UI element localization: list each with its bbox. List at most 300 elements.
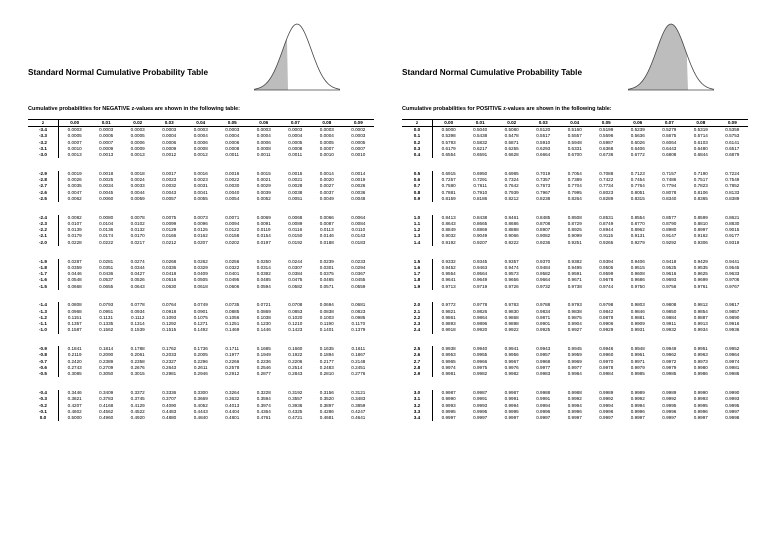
probability-cell: 0.8577 xyxy=(662,214,677,220)
offset-column-header: 0.06 xyxy=(633,120,643,125)
probability-cell: 0.3859 xyxy=(351,402,366,408)
probability-cell: 0.0003 xyxy=(351,133,366,139)
probability-cell: 0.8133 xyxy=(725,189,740,195)
z-value-cell: -3.0 xyxy=(28,152,59,158)
probability-cell: 0.0643 xyxy=(130,283,145,289)
probability-cell: 0.0012 xyxy=(162,152,177,157)
probability-cell: 0.7611 xyxy=(473,183,488,189)
probability-cell: 0.0281 xyxy=(99,258,114,264)
z-column-header: z xyxy=(28,120,59,126)
probability-cell: 0.5948 xyxy=(567,139,582,145)
probability-cell: 0.8186 xyxy=(473,195,488,201)
probability-cell: 0.2981 xyxy=(162,371,177,377)
z-value-cell: -1.8 xyxy=(28,265,59,271)
z-value-cell: -2.3 xyxy=(28,221,59,227)
probability-cell: 0.1112 xyxy=(131,314,145,320)
probability-cell: 0.0054 xyxy=(225,195,240,201)
probability-cell: 0.0025 xyxy=(99,177,114,183)
probability-cell: 0.3557 xyxy=(288,396,303,402)
probability-cell: 0.0384 xyxy=(288,271,303,277)
probability-cell: 0.2206 xyxy=(288,358,303,364)
probability-cell: 0.4801 xyxy=(225,415,240,421)
probability-cell: 0.0027 xyxy=(319,183,334,189)
probability-cell: 0.9988 xyxy=(567,390,582,396)
probability-cell: 0.0096 xyxy=(193,220,208,226)
probability-cell: 0.1056 xyxy=(225,314,240,320)
probability-cell: 0.1230 xyxy=(256,321,271,327)
probability-cell: 0.0158 xyxy=(225,233,240,239)
probability-cell: 0.8869 xyxy=(473,227,488,233)
probability-cell: 0.8888 xyxy=(504,227,519,233)
probability-cell: 0.4052 xyxy=(193,402,208,408)
probability-cell: 0.0002 xyxy=(351,127,366,132)
probability-cell: 0.9991 xyxy=(473,396,488,402)
probability-cell: 0.9147 xyxy=(662,233,677,239)
probability-cell: 0.0013 xyxy=(99,152,114,157)
probability-cell: 0.0007 xyxy=(67,139,82,145)
probability-cell: 0.2148 xyxy=(351,358,366,364)
probability-cell: 0.0016 xyxy=(193,170,208,176)
probability-cell: 0.7995 xyxy=(567,189,582,195)
probability-cell: 0.0146 xyxy=(319,233,334,239)
probability-cell: 0.9949 xyxy=(662,346,677,352)
probability-cell: 0.8729 xyxy=(567,220,582,226)
probability-cell: 0.4840 xyxy=(193,415,208,421)
z-value-cell: 0.4 xyxy=(402,152,433,158)
probability-cell: 0.0228 xyxy=(67,239,82,245)
probability-cell: 0.0301 xyxy=(319,264,334,270)
probability-cell: 0.9978 xyxy=(599,364,614,370)
probability-cell: 0.3783 xyxy=(99,396,114,402)
probability-cell: 0.4960 xyxy=(99,415,114,421)
table-header-row xyxy=(28,119,374,127)
probability-cell: 0.0307 xyxy=(288,264,303,270)
probability-cell: 0.0183 xyxy=(351,239,366,245)
probability-cell: 0.0084 xyxy=(351,220,366,226)
probability-cell: 0.9989 xyxy=(662,390,677,396)
probability-cell: 0.9429 xyxy=(693,258,708,264)
probability-cell: 0.0021 xyxy=(288,177,303,183)
probability-cell: 0.9996 xyxy=(630,408,645,414)
probability-cell: 0.9995 xyxy=(662,402,677,408)
probability-cell: 0.9996 xyxy=(599,408,614,414)
probability-cell: 0.9909 xyxy=(630,321,645,327)
probability-cell: 0.7881 xyxy=(441,189,456,195)
probability-cell: 0.9918 xyxy=(441,327,456,333)
offset-column-header: 0.00 xyxy=(70,120,80,125)
probability-cell: 0.6664 xyxy=(536,152,551,157)
probability-cell: 0.9997 xyxy=(473,415,488,421)
probability-cell: 0.7967 xyxy=(536,189,551,195)
probability-cell: 0.0375 xyxy=(319,271,334,277)
probability-cell: 0.9525 xyxy=(662,264,677,270)
probability-cell: 0.9505 xyxy=(599,264,614,270)
row-group-gap xyxy=(402,202,748,215)
z-value-cell: -1.7 xyxy=(28,271,59,277)
probability-cell: 0.5675 xyxy=(662,133,677,139)
z-value-cell: -1.4 xyxy=(28,302,59,308)
probability-cell: 0.9964 xyxy=(725,352,740,358)
probability-cell: 0.0655 xyxy=(99,283,114,289)
probability-cell: 0.7486 xyxy=(662,177,677,183)
probability-cell: 0.0110 xyxy=(351,227,366,233)
probability-cell: 0.9463 xyxy=(473,264,488,270)
z-value-cell: 0.1 xyxy=(402,133,433,139)
probability-cell: 0.6915 xyxy=(441,170,456,176)
z-value-cell: -1.5 xyxy=(28,284,59,290)
probability-cell: 0.0294 xyxy=(351,264,366,270)
probability-cell: 0.4404 xyxy=(225,408,240,414)
probability-cell: 0.9726 xyxy=(504,283,519,289)
probability-cell: 0.0207 xyxy=(193,239,208,245)
probability-cell: 0.0011 xyxy=(256,152,271,157)
probability-cell: 0.9992 xyxy=(662,396,677,402)
probability-cell: 0.5160 xyxy=(567,127,582,132)
z-value-cell: 2.2 xyxy=(402,315,433,321)
probability-cell: 0.1736 xyxy=(193,346,208,352)
probability-cell: 0.9983 xyxy=(536,371,551,377)
row-group-gap xyxy=(402,290,748,303)
probability-cell: 0.9973 xyxy=(693,358,708,364)
probability-cell: 0.9968 xyxy=(536,358,551,364)
probability-cell: 0.0066 xyxy=(319,214,334,220)
probability-cell: 0.9906 xyxy=(599,321,614,327)
probability-cell: 0.0010 xyxy=(351,152,366,157)
z-value-cell: -2.4 xyxy=(28,215,59,221)
z-value-cell: -0.5 xyxy=(28,371,59,377)
probability-cell: 0.9656 xyxy=(504,277,519,283)
probability-cell: 0.9989 xyxy=(599,390,614,396)
probability-cell: 0.0024 xyxy=(130,177,145,183)
probability-cell: 0.5438 xyxy=(473,133,488,139)
probability-cell: 0.0012 xyxy=(193,152,208,157)
probability-cell: 0.0129 xyxy=(162,227,177,233)
probability-cell: 0.0606 xyxy=(225,283,240,289)
probability-cell: 0.7794 xyxy=(662,183,677,189)
probability-cell: 0.3264 xyxy=(225,390,240,396)
probability-cell: 0.5199 xyxy=(599,127,614,132)
probability-cell: 0.1131 xyxy=(99,314,114,320)
probability-cell: 0.9994 xyxy=(630,402,645,408)
probability-cell: 0.7291 xyxy=(473,177,488,183)
probability-cell: 0.9545 xyxy=(725,264,740,270)
probability-cell: 0.0003 xyxy=(130,127,145,132)
probability-cell: 0.0808 xyxy=(67,302,82,308)
probability-cell: 0.2005 xyxy=(193,352,208,358)
probability-cell: 0.0934 xyxy=(130,308,145,314)
probability-cell: 0.7123 xyxy=(630,170,645,176)
probability-cell: 0.9925 xyxy=(536,327,551,333)
probability-cell: 0.0559 xyxy=(351,283,366,289)
probability-cell: 0.9279 xyxy=(630,239,645,245)
probability-cell: 0.0014 xyxy=(319,170,334,176)
probability-cell: 0.0582 xyxy=(288,283,303,289)
probability-cell: 0.0060 xyxy=(99,195,114,201)
row-group-gap xyxy=(402,334,748,347)
probability-cell: 0.9986 xyxy=(693,371,708,377)
negative-table-subtitle: Cumulative probabilities for NEGATIVE z-values are shown in the following table: xyxy=(28,106,240,112)
probability-cell: 0.0005 xyxy=(319,139,334,145)
probability-cell: 0.1660 xyxy=(288,346,303,352)
probability-cell: 0.0594 xyxy=(256,283,271,289)
probability-cell: 0.9953 xyxy=(441,352,456,358)
probability-cell: 0.0166 xyxy=(162,233,177,239)
z-value-cell: 0.3 xyxy=(402,146,433,152)
z-value-cell: 1.0 xyxy=(402,215,433,221)
probability-cell: 0.5753 xyxy=(725,133,740,139)
probability-cell: 0.9750 xyxy=(630,283,645,289)
z-value-cell: 3.2 xyxy=(402,403,433,409)
z-value-cell: 1.8 xyxy=(402,277,433,283)
probability-cell: 0.0014 xyxy=(351,170,366,176)
probability-cell: 0.5000 xyxy=(67,415,82,421)
probability-cell: 0.0465 xyxy=(319,277,334,283)
probability-cell: 0.0778 xyxy=(130,302,145,308)
probability-cell: 0.0022 xyxy=(225,177,240,183)
probability-cell: 0.9744 xyxy=(599,283,614,289)
z-value-cell: 2.3 xyxy=(402,321,433,327)
probability-cell: 0.2296 xyxy=(193,358,208,364)
probability-cell: 0.9972 xyxy=(662,358,677,364)
probability-cell: 0.9850 xyxy=(662,308,677,314)
probability-cell: 0.0013 xyxy=(130,152,145,157)
probability-cell: 0.0192 xyxy=(288,239,303,245)
probability-cell: 0.8289 xyxy=(599,195,614,201)
probability-cell: 0.9633 xyxy=(725,271,740,277)
probability-cell: 0.4286 xyxy=(319,408,334,414)
table-row xyxy=(402,240,748,246)
z-value-cell: -2.0 xyxy=(28,240,59,246)
z-value-cell: 3.1 xyxy=(402,396,433,402)
probability-cell: 0.4522 xyxy=(130,408,145,414)
probability-cell: 0.9992 xyxy=(630,396,645,402)
probability-cell: 0.7324 xyxy=(504,177,519,183)
probability-cell: 0.3228 xyxy=(256,390,271,396)
probability-cell: 0.0013 xyxy=(67,152,82,157)
probability-cell: 0.0174 xyxy=(99,233,114,239)
probability-cell: 0.6368 xyxy=(599,145,614,151)
probability-cell: 0.9971 xyxy=(630,358,645,364)
probability-cell: 0.0495 xyxy=(225,277,240,283)
probability-cell: 0.4207 xyxy=(67,402,82,408)
probability-cell: 0.4721 xyxy=(288,415,303,421)
probability-cell: 0.5517 xyxy=(536,133,551,139)
probability-cell: 0.8997 xyxy=(693,227,708,233)
probability-cell: 0.0694 xyxy=(319,302,334,308)
probability-cell: 0.9573 xyxy=(504,271,519,277)
probability-cell: 0.9987 xyxy=(473,390,488,396)
probability-cell: 0.9984 xyxy=(567,371,582,377)
probability-cell: 0.0336 xyxy=(162,264,177,270)
negative-z-table xyxy=(28,119,374,421)
probability-cell: 0.1020 xyxy=(288,314,303,320)
probability-cell: 0.0059 xyxy=(130,195,145,201)
probability-cell: 0.6736 xyxy=(599,152,614,157)
probability-cell: 0.2776 xyxy=(351,371,366,377)
probability-cell: 0.9977 xyxy=(536,364,551,370)
probability-cell: 0.1335 xyxy=(99,321,114,327)
probability-cell: 0.9591 xyxy=(567,271,582,277)
probability-cell: 0.5040 xyxy=(473,127,488,132)
probability-cell: 0.2090 xyxy=(99,352,114,358)
probability-cell: 0.9812 xyxy=(693,302,708,308)
probability-cell: 0.0107 xyxy=(67,220,82,226)
probability-cell: 0.0793 xyxy=(99,302,114,308)
probability-cell: 0.0853 xyxy=(288,308,303,314)
probability-cell: 0.4443 xyxy=(193,408,208,414)
probability-cell: 0.8159 xyxy=(441,195,456,201)
probability-cell: 0.2611 xyxy=(193,364,208,370)
z-value-cell: -2.9 xyxy=(28,171,59,177)
probability-cell: 0.8665 xyxy=(473,220,488,226)
probability-cell: 0.9988 xyxy=(536,390,551,396)
probability-cell: 0.0003 xyxy=(225,127,240,132)
probability-cell: 0.0314 xyxy=(256,264,271,270)
probability-cell: 0.9319 xyxy=(725,239,740,245)
probability-cell: 0.2358 xyxy=(130,358,145,364)
probability-cell: 0.6217 xyxy=(473,145,488,151)
probability-cell: 0.9732 xyxy=(536,283,551,289)
probability-cell: 0.9997 xyxy=(599,415,614,421)
probability-cell: 0.0004 xyxy=(193,133,208,139)
probability-cell: 0.0064 xyxy=(351,214,366,220)
probability-cell: 0.4681 xyxy=(319,415,334,421)
probability-cell: 0.0010 xyxy=(319,152,334,157)
probability-cell: 0.0018 xyxy=(99,170,114,176)
probability-cell: 0.1788 xyxy=(130,346,145,352)
probability-cell: 0.2877 xyxy=(256,371,271,377)
probability-cell: 0.9995 xyxy=(693,402,708,408)
probability-cell: 0.0019 xyxy=(351,177,366,183)
probability-cell: 0.0823 xyxy=(351,308,366,314)
probability-cell: 0.9995 xyxy=(725,402,740,408)
probability-cell: 0.0034 xyxy=(99,183,114,189)
probability-cell: 0.9945 xyxy=(567,346,582,352)
z-value-cell: -0.7 xyxy=(28,359,59,365)
probability-cell: 0.0162 xyxy=(193,233,208,239)
probability-cell: 0.9965 xyxy=(441,358,456,364)
table-header-row xyxy=(402,119,748,127)
probability-cell: 0.5871 xyxy=(504,139,519,145)
probability-cell: 0.6255 xyxy=(504,145,519,151)
probability-cell: 0.9960 xyxy=(599,352,614,358)
probability-cell: 0.0681 xyxy=(351,302,366,308)
probability-cell: 0.9996 xyxy=(662,408,677,414)
probability-cell: 0.2119 xyxy=(67,352,82,358)
probability-cell: 0.9959 xyxy=(567,352,582,358)
probability-cell: 0.1190 xyxy=(319,321,334,327)
z-value-cell: -3.3 xyxy=(28,133,59,139)
probability-cell: 0.9913 xyxy=(693,321,708,327)
offset-column-header: 0.07 xyxy=(664,120,674,125)
probability-cell: 0.9015 xyxy=(725,227,740,233)
probability-cell: 0.0003 xyxy=(162,127,177,132)
probability-cell: 0.1075 xyxy=(193,314,208,320)
probability-cell: 0.8238 xyxy=(536,195,551,201)
probability-cell: 0.9927 xyxy=(567,327,582,333)
probability-cell: 0.9987 xyxy=(504,390,519,396)
probability-cell: 0.0043 xyxy=(162,189,177,195)
probability-cell: 0.0708 xyxy=(288,302,303,308)
probability-cell: 0.0250 xyxy=(256,258,271,264)
table-row xyxy=(402,371,748,377)
probability-cell: 0.3015 xyxy=(130,371,145,377)
probability-cell: 0.0212 xyxy=(162,239,177,245)
probability-cell: 0.0721 xyxy=(256,302,271,308)
probability-cell: 0.9846 xyxy=(630,308,645,314)
probability-cell: 0.2810 xyxy=(319,371,334,377)
probability-cell: 0.9884 xyxy=(662,314,677,320)
probability-cell: 0.9904 xyxy=(567,321,582,327)
table-row xyxy=(28,152,374,158)
probability-cell: 0.0057 xyxy=(162,195,177,201)
z-value-cell: -3.2 xyxy=(28,140,59,146)
probability-cell: 0.0125 xyxy=(193,227,208,233)
probability-cell: 0.0004 xyxy=(225,133,240,139)
probability-cell: 0.0548 xyxy=(67,277,82,283)
z-value-cell: -0.4 xyxy=(28,390,59,396)
probability-cell: 0.9830 xyxy=(504,308,519,314)
probability-cell: 0.4013 xyxy=(225,402,240,408)
probability-cell: 0.0104 xyxy=(99,220,114,226)
probability-cell: 0.0017 xyxy=(162,170,177,176)
probability-cell: 0.9957 xyxy=(536,352,551,358)
probability-cell: 0.8365 xyxy=(693,195,708,201)
probability-cell: 0.0006 xyxy=(193,139,208,145)
probability-cell: 0.0052 xyxy=(256,195,271,201)
offset-column-header: 0.02 xyxy=(133,120,143,125)
probability-cell: 0.0119 xyxy=(256,227,271,233)
probability-cell: 0.0122 xyxy=(225,227,240,233)
probability-cell: 0.1469 xyxy=(225,327,240,333)
probability-cell: 0.0011 xyxy=(225,152,240,157)
probability-cell: 0.0049 xyxy=(319,195,334,201)
probability-cell: 0.8554 xyxy=(630,214,645,220)
probability-cell: 0.0968 xyxy=(67,308,82,314)
probability-cell: 0.9969 xyxy=(567,358,582,364)
probability-cell: 0.0008 xyxy=(193,145,208,151)
probability-cell: 0.0233 xyxy=(351,258,366,264)
probability-cell: 0.9370 xyxy=(536,258,551,264)
z-value-cell: -2.6 xyxy=(28,190,59,196)
probability-cell: 0.2033 xyxy=(162,352,177,358)
probability-cell: 0.7054 xyxy=(567,170,582,176)
probability-cell: 0.9962 xyxy=(662,352,677,358)
probability-cell: 0.0329 xyxy=(193,264,208,270)
row-group-gap xyxy=(28,290,374,303)
table-row xyxy=(28,196,374,202)
probability-cell: 0.5832 xyxy=(473,139,488,145)
probability-cell: 0.0951 xyxy=(99,308,114,314)
z-value-cell: 3.3 xyxy=(402,409,433,415)
probability-cell: 0.9131 xyxy=(630,233,645,239)
probability-cell: 0.0274 xyxy=(130,258,145,264)
probability-cell: 0.6026 xyxy=(630,139,645,145)
probability-cell: 0.0008 xyxy=(288,145,303,151)
probability-cell: 0.9192 xyxy=(441,239,456,245)
probability-cell: 0.9887 xyxy=(693,314,708,320)
probability-cell: 0.1762 xyxy=(162,346,177,352)
probability-cell: 0.9649 xyxy=(473,277,488,283)
probability-cell: 0.9441 xyxy=(725,258,740,264)
probability-cell: 0.9934 xyxy=(693,327,708,333)
probability-cell: 0.8461 xyxy=(504,214,519,220)
probability-cell: 0.3192 xyxy=(288,390,303,396)
probability-cell: 0.3300 xyxy=(193,390,208,396)
probability-cell: 0.5793 xyxy=(441,139,456,145)
probability-cell: 0.9803 xyxy=(630,302,645,308)
probability-cell: 0.9997 xyxy=(693,415,708,421)
